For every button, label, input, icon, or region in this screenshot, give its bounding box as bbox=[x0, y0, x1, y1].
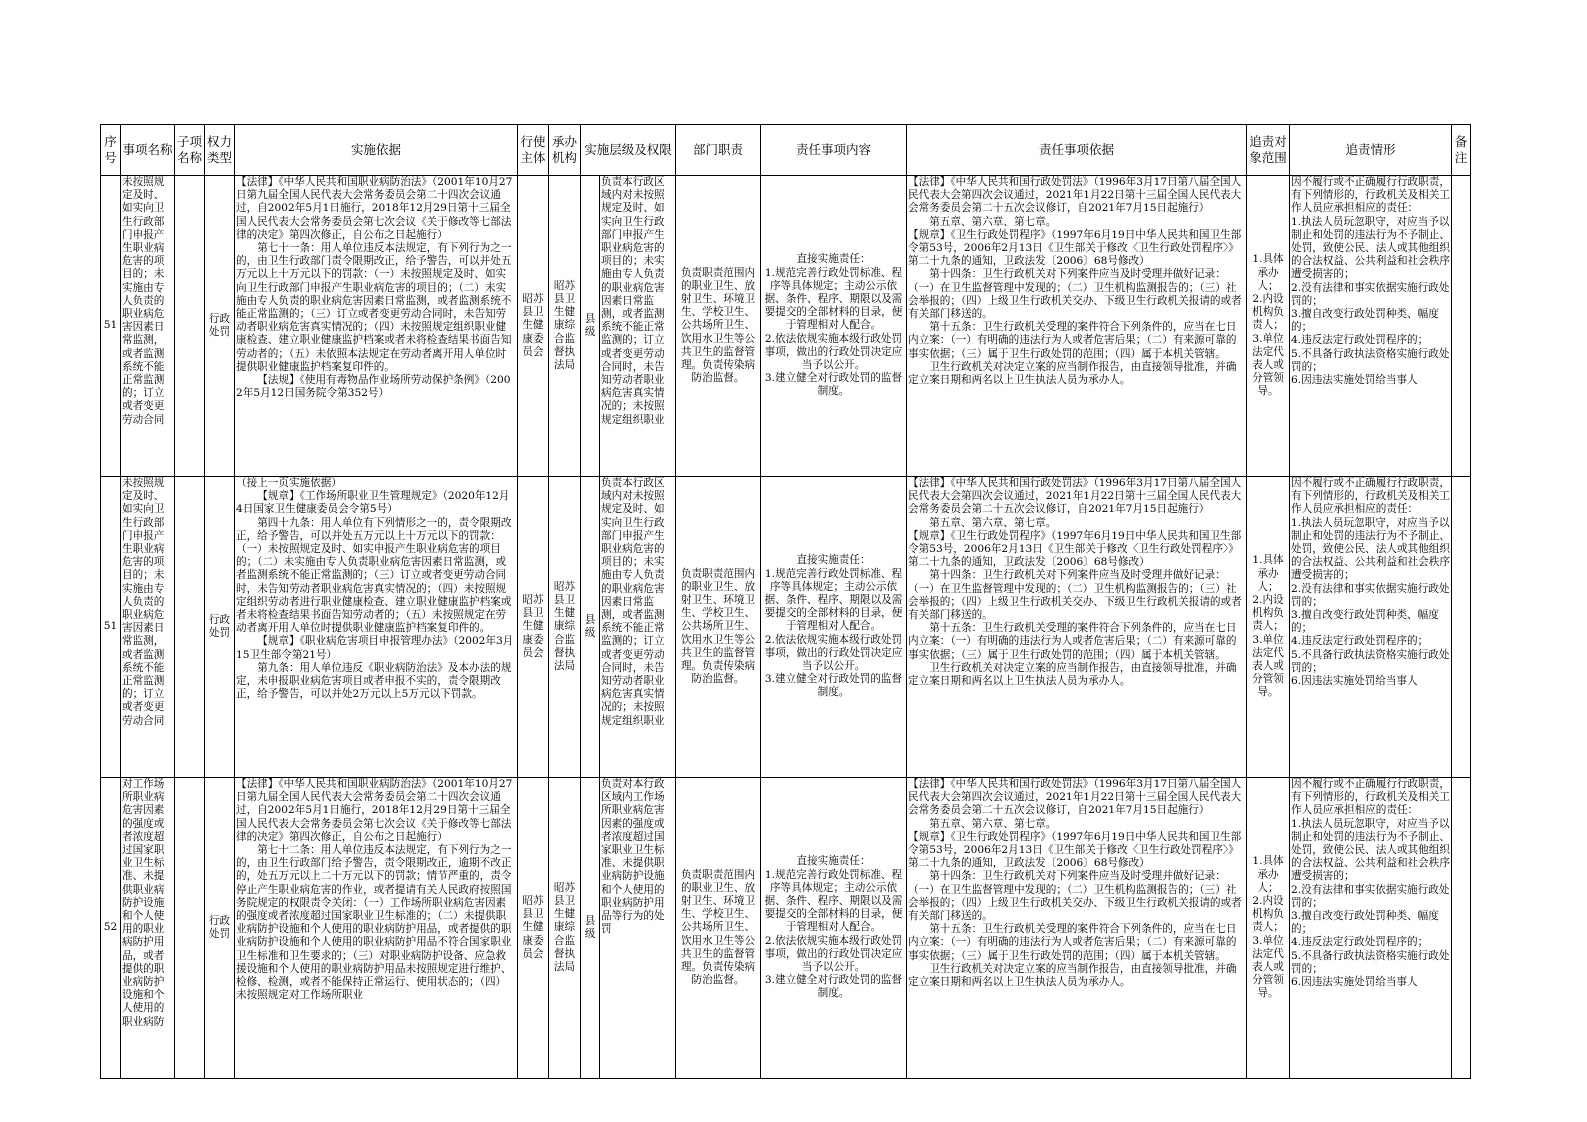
cell-dept-duty-text: 负责职责范围内的职业卫生、放射卫生、环境卫生、学校卫生、公共场所卫生、饮用水卫生等公共卫生的监督管理。负责传染病防治监督。 bbox=[680, 567, 756, 686]
cell-level-text: 县级 bbox=[584, 312, 596, 338]
cell-basis-paragraph: 第七十二条：用人单位违反本法规定，有下列行为之一的，由卫生行政部门给予警告，责令限期改正，逾期不改正的，处五万元以上二十万元以下的罚款；情节严重的，责令停止产生职业病危害的作业，或者提请有关人民政府按照国务院规定的权限责令关闭：（一）工作场所职业病危害因素的强度或者浓度超过国家职业卫生标准的；（二）未提供职业病防护设施和个人使用的职业病防护用品，或者提供的职业病防护设施和个人使用的职业病防护用品不符合国家职业卫生标准和卫生要求的；（三）对职业病防护设备、应急救援设施和个人使用的职业病防护用品未按照规定进行维护、检修、检测，或者不能保持正常运行、使用状态的；（四）未按照规定对工作场所职业 bbox=[236, 844, 512, 1002]
header-row bbox=[101, 125, 1471, 176]
cell-subitem bbox=[175, 477, 205, 778]
cell-dept-duty-text: 负责职责范围内的职业卫生、放射卫生、环境卫生、学校卫生、公共场所卫生、饮用水卫生等公共卫生的监督管理。负责传染病防治监督。 bbox=[680, 868, 756, 987]
cell-scope-text: 1.具体承办人； 2.内设机构负责人； 3.单位法定代表人或分管领导。 bbox=[1252, 855, 1284, 1000]
cell-resp-content-text: 直接实施责任： 1.规范完善行政处罚标准、程序等具体规定；主动公示依据、条件、程序、期限以及需要提交的全部材料的目录，便于管理相对人配合。 2.依法依规实施本级行政处罚事项，做出的行政处罚决定应当予以公开。 3.建立健全对行政处罚的监督制度。 bbox=[764, 855, 903, 1000]
cell-subject-text: 昭苏县卫生健康委员会 bbox=[522, 292, 544, 358]
header-situation: 追责情形 bbox=[1290, 125, 1452, 176]
cell-resp-basis-paragraph: 第十四条：卫生行政机关对下列案件应当及时受理并做好记录：（一）在卫生监督管理中发现的；（二）卫生机构监测报告的；（三）社会举报的；（四）上级卫生行政机关交办、下级卫生行政机关报请的或者有关部门移送的。 bbox=[908, 870, 1242, 923]
cell-level-text: 县级 bbox=[584, 914, 596, 940]
cell-resp-basis-paragraph: 第五章、第六章、第七章。 bbox=[929, 215, 1057, 228]
cell-subject bbox=[518, 176, 549, 477]
cell-agency-text: 昭苏县卫生健康综合监督执法局 bbox=[553, 881, 576, 973]
cell-situation bbox=[1290, 778, 1452, 1079]
header-dept-duty: 部门职责 bbox=[676, 125, 761, 176]
cell-resp-basis-paragraph: 第五章、第六章、第七章。 bbox=[929, 516, 1057, 529]
cell-resp-basis-paragraph: 第五章、第六章、第七章。 bbox=[929, 817, 1057, 830]
header-resp-basis: 责任事项依据 bbox=[907, 125, 1247, 176]
table-row bbox=[101, 176, 1471, 477]
cell-seq bbox=[101, 477, 121, 778]
cell-auth-text: 负责本行政区域内对未按照规定及时、如实向卫生行政部门申报产生职业病危害的项目的；未实施由专人负责的职业病危害因素日常监测，或者监测系统不能正常监测的；订立或者变更劳动合同时，未告知劳动者职业病危害真实情况的；未按照规定组织职业 bbox=[601, 176, 665, 426]
cell-basis-text bbox=[236, 176, 516, 476]
cell-auth bbox=[600, 176, 676, 477]
cell-basis bbox=[235, 176, 518, 477]
cell-agency bbox=[549, 176, 581, 477]
cell-resp-content bbox=[761, 778, 907, 1079]
cell-basis-paragraph: 【法规】《使用有毒物品作业场所劳动保护条例》（2002年5月12日国务院令第352号） bbox=[236, 374, 511, 400]
header-level-auth: 实施层级及权限 bbox=[581, 125, 676, 176]
cell-scope-text: 1.具体承办人； 2.内设机构负责人； 3.单位法定代表人或分管领导。 bbox=[1252, 554, 1284, 699]
header-power-type: 权力类型 bbox=[205, 125, 235, 176]
cell-resp-basis-paragraph: 卫生行政机关对决定立案的应当制作报告，由直接领导批准，并确定立案日期和两名以上卫生执法人员为承办人。 bbox=[908, 661, 1237, 688]
cell-auth bbox=[600, 477, 676, 778]
power-list-table bbox=[100, 124, 1471, 1079]
cell-auth bbox=[600, 778, 676, 1079]
header-subject: 行使主体 bbox=[518, 125, 549, 176]
header-item: 事项名称 bbox=[121, 125, 175, 176]
cell-basis-paragraph: 【法律】《中华人民共和国职业病防治法》（2001年10月27日第九届全国人民代表大会常务委员会第二十四次会议通过，自2002年5月1日施行，2018年12月29日第十三届全国人民代表大会常务委员会第七次会议《关于修改等七部法律的决定》第四次修正，自公布之日起施行） bbox=[236, 778, 513, 843]
cell-subitem bbox=[175, 778, 205, 1079]
cell-resp-basis-paragraph: 卫生行政机关对决定立案的应当制作报告，由直接领导批准，并确定立案日期和两名以上卫生执法人员为承办人。 bbox=[908, 360, 1237, 387]
cell-seq bbox=[101, 778, 121, 1079]
cell-situation-text: 因不履行或不正确履行行政职责，有下列情形的，行政机关及相关工作人员应承担相应的责任： 1.执法人员玩忽职守，对应当予以制止和处罚的违法行为不予制止、处罚，致使公民、法人或其他组织的合法权益、公共利益和社会秩序遭受损害的； 2.没有法律和事实依据实施行政处罚的； 3.擅自改变行政处罚种类、幅度的； 4.违反法定行政处罚程序的； 5.不具备行政执法资格实施行政处罚的； 6.因违法实施处罚给当事人 bbox=[1291, 176, 1450, 387]
cell-resp-basis-paragraph: 【规章】《卫生行政处罚程序》（1997年6月19日中华人民共和国卫生部令第53号，2006年2月13日《卫生部关于修改〈卫生行政处罚程序〉》第二十九条的通知，卫政法发〔2006〕68号修改） bbox=[908, 529, 1242, 569]
cell-basis bbox=[235, 778, 518, 1079]
table-row bbox=[101, 477, 1471, 778]
cell-basis-paragraph: 【规章】《工作场所职业卫生管理规定》（2020年12月4日国家卫生健康委员会令第5号） bbox=[236, 490, 510, 516]
cell-seq-text: 52 bbox=[103, 921, 118, 934]
cell-scope bbox=[1247, 176, 1290, 477]
header-scope: 追责对象范围 bbox=[1247, 125, 1290, 176]
cell-basis-paragraph: 【法律】《中华人民共和国职业病防治法》（2001年10月27日第九届全国人民代表大会常务委员会第二十四次会议通过，自2002年5月1日施行，2018年12月29日第十三届全国人民代表大会常务委员会第七次会议《关于修改等七部法律的决定》第四次修正，自公布之日起施行） bbox=[236, 176, 513, 241]
cell-resp-basis bbox=[907, 477, 1247, 778]
cell-level bbox=[581, 778, 600, 1079]
cell-resp-basis bbox=[907, 176, 1247, 477]
cell-scope bbox=[1247, 778, 1290, 1079]
cell-resp-content-text: 直接实施责任： 1.规范完善行政处罚标准、程序等具体规定；主动公示依据、条件、程序、期限以及需要提交的全部材料的目录，便于管理相对人配合。 2.依法依规实施本级行政处罚事项，做出的行政处罚决定应当予以公开。 3.建立健全对行政处罚的监督制度。 bbox=[764, 554, 903, 699]
cell-agency bbox=[549, 778, 581, 1079]
cell-scope bbox=[1247, 477, 1290, 778]
cell-item bbox=[121, 176, 175, 477]
cell-basis-paragraph: 第九条：用人单位违反《职业病防治法》及本办法的规定，未申报职业病危害项目或者申报不实的，责令限期改正，给予警告，可以并处2万元以上5万元以下罚款。 bbox=[236, 661, 512, 701]
cell-resp-basis-text bbox=[908, 477, 1245, 777]
cell-agency-text: 昭苏县卫生健康综合监督执法局 bbox=[553, 279, 576, 371]
cell-seq-text: 51 bbox=[103, 620, 118, 633]
cell-basis-text bbox=[236, 778, 516, 1078]
cell-resp-basis-paragraph: 【规章】《卫生行政处罚程序》（1997年6月19日中华人民共和国卫生部令第53号，2006年2月13日《卫生部关于修改〈卫生行政处罚程序〉》第二十九条的通知，卫政法发〔2006〕68号修改） bbox=[908, 228, 1242, 268]
cell-power-type-text: 行政处罚 bbox=[208, 914, 231, 940]
cell-item bbox=[121, 477, 175, 778]
cell-subject-text: 昭苏县卫生健康委员会 bbox=[522, 894, 544, 960]
cell-dept-duty bbox=[676, 477, 761, 778]
cell-basis-text bbox=[236, 477, 516, 777]
cell-dept-duty-text: 负责职责范围内的职业卫生、放射卫生、环境卫生、学校卫生、公共场所卫生、饮用水卫生等公共卫生的监督管理。负责传染病防治监督。 bbox=[680, 266, 756, 385]
cell-situation-text: 因不履行或不正确履行行政职责，有下列情形的，行政机关及相关工作人员应承担相应的责任： 1.执法人员玩忽职守，对应当予以制止和处罚的违法行为不予制止、处罚，致使公民、法人或其他组织的合法权益、公共利益和社会秩序遭受损害的； 2.没有法律和事实依据实施行政处罚的； 3.擅自改变行政处罚种类、幅度的； 4.违反法定行政处罚程序的； 5.不具备行政执法资格实施行政处罚的； 6.因违法实施处罚给当事人 bbox=[1291, 778, 1450, 989]
cell-subject bbox=[518, 778, 549, 1079]
header-subitem: 子项名称 bbox=[175, 125, 205, 176]
cell-seq-text: 51 bbox=[103, 319, 118, 332]
cell-scope-text: 1.具体承办人； 2.内设机构负责人； 3.单位法定代表人或分管领导。 bbox=[1252, 253, 1284, 398]
cell-resp-basis-paragraph: 第十五条：卫生行政机关受理的案件符合下列条件的，应当在七日内立案：（一）有明确的违法行为人或者危害后果；（二）有来源可靠的事实依据；（三）属于卫生行政处罚的范围；（四）属于本机关管辖。 bbox=[908, 622, 1237, 661]
cell-resp-basis-paragraph: 【法律】《中华人民共和国行政处罚法》（1996年3月17日第八届全国人民代表大会第四次会议通过，2021年1月22日第十三届全国人民代表大会常务委员会第二十五次会议修订，自2021年7月15日起施行） bbox=[908, 477, 1242, 516]
cell-resp-content bbox=[761, 176, 907, 477]
cell-power-type-text: 行政处罚 bbox=[208, 312, 231, 338]
cell-item bbox=[121, 778, 175, 1079]
header-basis: 实施依据 bbox=[235, 125, 518, 176]
cell-basis-paragraph: 第四十九条：用人单位有下列情形之一的，责令限期改正，给予警告，可以并处五万元以上十万元以下的罚款：（一）未按照规定及时、如实申报产生职业病危害的项目的；（二）未实施由专人负责职业病危害因素日常监测，或者监测系统不能正常监测的；（三）订立或者变更劳动合同时，未告知劳动者职业病危害真实情况的；（四）未按照规定组织劳动者进行职业健康检查、建立职业健康监护档案或者未将检查结果书面告知劳动者的；（五）未按照规定在劳动者离开用人单位时提供职业健康监护档案复印件的。 bbox=[236, 516, 512, 635]
cell-resp-basis-paragraph: 卫生行政机关对决定立案的应当制作报告，由直接领导批准，并确定立案日期和两名以上卫生执法人员为承办人。 bbox=[908, 962, 1237, 989]
cell-dept-duty bbox=[676, 778, 761, 1079]
cell-agency-text: 昭苏县卫生健康综合监督执法局 bbox=[553, 580, 576, 672]
cell-resp-basis-paragraph: 第十四条：卫生行政机关对下列案件应当及时受理并做好记录：（一）在卫生监督管理中发现的；（二）卫生机构监测报告的；（三）社会举报的；（四）上级卫生行政机关交办、下级卫生行政机关报请的或者有关部门移送的。 bbox=[908, 268, 1242, 321]
header-resp-content: 责任事项内容 bbox=[761, 125, 907, 176]
cell-resp-basis bbox=[907, 778, 1247, 1079]
cell-basis-paragraph: （接上一页实施依据） bbox=[236, 477, 342, 489]
cell-resp-basis-paragraph: 【法律】《中华人民共和国行政处罚法》（1996年3月17日第八届全国人民代表大会第四次会议通过，2021年1月22日第十三届全国人民代表大会常务委员会第二十五次会议修订，自2021年7月15日起施行） bbox=[908, 778, 1242, 817]
cell-auth-text: 负责对本行政区域内工作场所职业病危害因素的强度或者浓度超过国家职业卫生标准、未提供职业病防护设施和个人使用的职业病防护用品等行为的处罚 bbox=[601, 778, 665, 936]
cell-subject-text: 昭苏县卫生健康委员会 bbox=[522, 593, 544, 659]
cell-level-text: 县级 bbox=[584, 613, 596, 639]
cell-level bbox=[581, 176, 600, 477]
cell-subitem bbox=[175, 176, 205, 477]
cell-subject bbox=[518, 477, 549, 778]
cell-resp-content-text: 直接实施责任： 1.规范完善行政处罚标准、程序等具体规定；主动公示依据、条件、程序、期限以及需要提交的全部材料的目录，便于管理相对人配合。 2.依法依规实施本级行政处罚事项，做出的行政处罚决定应当予以公开。 3.建立健全对行政处罚的监督制度。 bbox=[764, 253, 903, 398]
cell-resp-basis-paragraph: 第十五条：卫生行政机关受理的案件符合下列条件的，应当在七日内立案：（一）有明确的违法行为人或者危害后果；（二）有来源可靠的事实依据；（三）属于卫生行政处罚的范围；（四）属于本机关管辖。 bbox=[908, 321, 1237, 360]
cell-power-type-text: 行政处罚 bbox=[208, 613, 231, 639]
cell-dept-duty bbox=[676, 176, 761, 477]
cell-remark bbox=[1452, 778, 1471, 1079]
header-seq: 序号 bbox=[101, 125, 121, 176]
cell-situation bbox=[1290, 477, 1452, 778]
cell-power-type bbox=[205, 778, 235, 1079]
cell-power-type bbox=[205, 477, 235, 778]
cell-level bbox=[581, 477, 600, 778]
cell-resp-basis-text bbox=[908, 176, 1245, 476]
cell-resp-basis-paragraph: 第十四条：卫生行政机关对下列案件应当及时受理并做好记录：（一）在卫生监督管理中发现的；（二）卫生机构监测报告的；（三）社会举报的；（四）上级卫生行政机关交办、下级卫生行政机关报请的或者有关部门移送的。 bbox=[908, 569, 1242, 622]
cell-auth-text: 负责本行政区域内对未按照规定及时、如实向卫生行政部门申报产生职业病危害的项目的；未实施由专人负责的职业病危害因素日常监测，或者监测系统不能正常监测的；订立或者变更劳动合同时，未告知劳动者职业病危害真实情况的；未按照规定组织职业 bbox=[601, 477, 665, 727]
cell-resp-content bbox=[761, 477, 907, 778]
header-agency: 承办机构 bbox=[549, 125, 581, 176]
cell-remark bbox=[1452, 477, 1471, 778]
cell-item-text: 未按照规定及时、如实向卫生行政部门申报产生职业病危害的项目的；未实施由专人负责的职业病危害因素日常监测，或者监测系统不能正常监测的；订立或者变更劳动合同 bbox=[122, 477, 165, 727]
table-row bbox=[101, 778, 1471, 1079]
cell-basis-paragraph: 【规章】《职业病危害项目申报管理办法》（2002年3月15卫生部令第21号） bbox=[236, 635, 514, 661]
cell-item-text: 未按照规定及时、如实向卫生行政部门申报产生职业病危害的项目的；未实施由专人负责的职业病危害因素日常监测，或者监测系统不能正常监测的；订立或者变更劳动合同 bbox=[122, 176, 165, 426]
cell-situation bbox=[1290, 176, 1452, 477]
cell-seq bbox=[101, 176, 121, 477]
header-remark: 备注 bbox=[1452, 125, 1471, 176]
cell-resp-basis-paragraph: 【规章】《卫生行政处罚程序》（1997年6月19日中华人民共和国卫生部令第53号，2006年2月13日《卫生部关于修改〈卫生行政处罚程序〉》第二十九条的通知，卫政法发〔2006〕68号修改） bbox=[908, 830, 1242, 870]
cell-remark bbox=[1452, 176, 1471, 477]
cell-power-type bbox=[205, 176, 235, 477]
cell-basis-paragraph: 第七十一条：用人单位违反本法规定，有下列行为之一的，由卫生行政部门责令限期改正，给予警告，可以并处五万元以上十万元以下的罚款：（一）未按照规定及时、如实向卫生行政部门申报产生职业病危害的项目的；（二）未实施由专人负责的职业病危害因素日常监测，或者监测系统不能正常监测的；（三）订立或者变更劳动合同时，未告知劳动者职业病危害真实情况的；（四）未按照规定组织职业健康检查、建立职业健康监护档案或者未将检查结果书面告知劳动者的；（五）未依照本法规定在劳动者离开用人单位时提供职业健康监护档案复印件的。 bbox=[236, 242, 512, 373]
cell-resp-basis-text bbox=[908, 778, 1245, 1078]
cell-agency bbox=[549, 477, 581, 778]
cell-basis bbox=[235, 477, 518, 778]
cell-situation-text: 因不履行或不正确履行行政职责，有下列情形的，行政机关及相关工作人员应承担相应的责任： 1.执法人员玩忽职守，对应当予以制止和处罚的违法行为不予制止、处罚，致使公民、法人或其他组织的合法权益、公共利益和社会秩序遭受损害的； 2.没有法律和事实依据实施行政处罚的； 3.擅自改变行政处罚种类、幅度的； 4.违反法定行政处罚程序的； 5.不具备行政执法资格实施行政处罚的； 6.因违法实施处罚给当事人 bbox=[1291, 477, 1450, 688]
cell-resp-basis-paragraph: 第十五条：卫生行政机关受理的案件符合下列条件的，应当在七日内立案：（一）有明确的违法行为人或者危害后果；（二）有来源可靠的事实依据；（三）属于卫生行政处罚的范围；（四）属于本机关管辖。 bbox=[908, 923, 1237, 962]
cell-item-text: 对工作场所职业病危害因素的强度或者浓度超过国家职业卫生标准、未提供职业病防护设施和个人使用的职业病防护用品，或者提供的职业病防护设施和个人使用的职业病防 bbox=[122, 778, 165, 1028]
cell-resp-basis-paragraph: 【法律】《中华人民共和国行政处罚法》（1996年3月17日第八届全国人民代表大会第四次会议通过，2021年1月22日第十三届全国人民代表大会常务委员会第二十五次会议修订，自2021年7月15日起施行） bbox=[908, 176, 1242, 215]
